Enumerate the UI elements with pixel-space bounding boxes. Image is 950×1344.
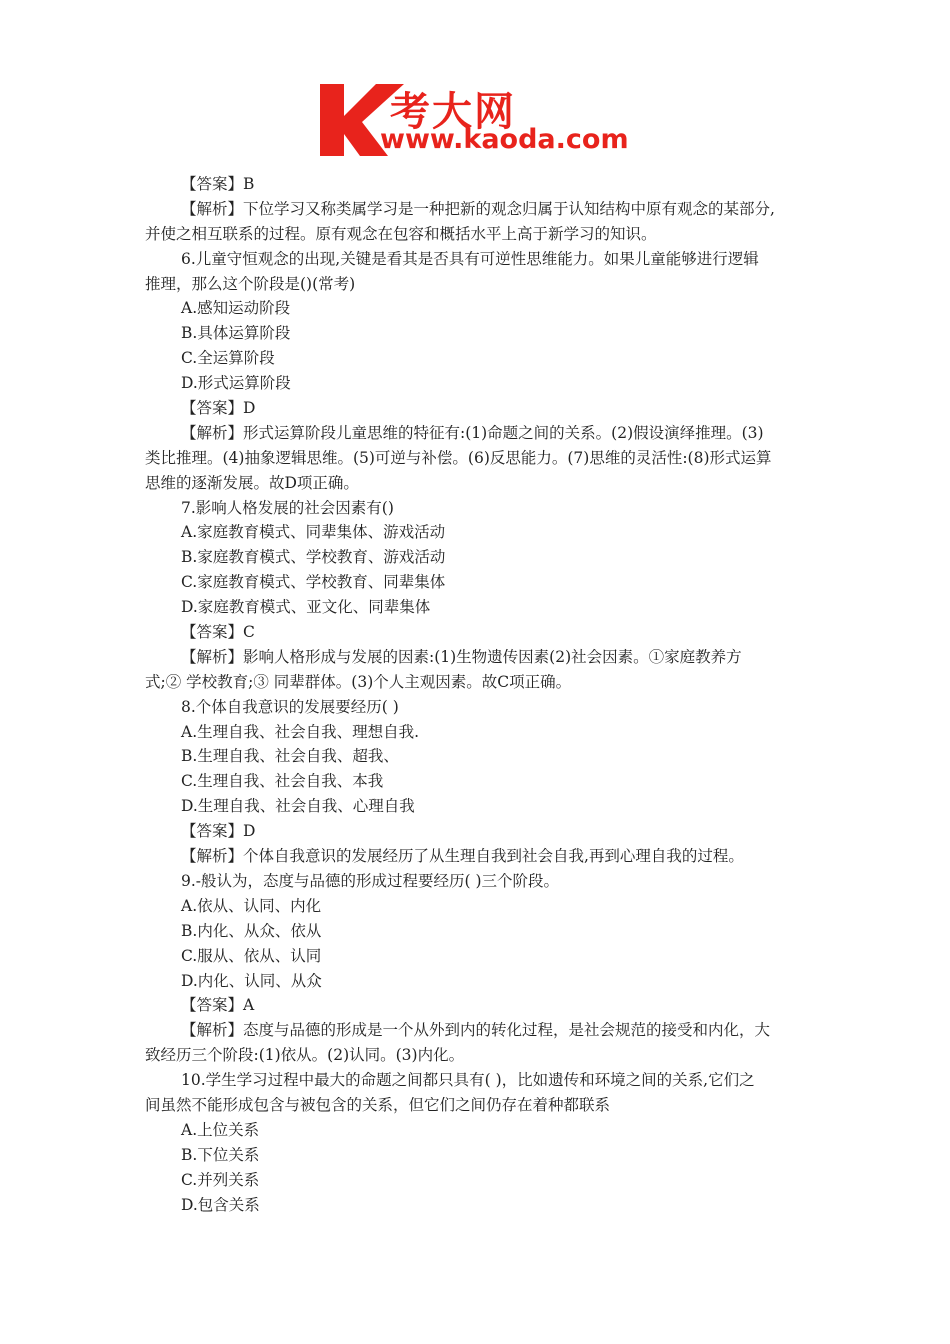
text-line: A.感知运动阶段 bbox=[181, 299, 291, 318]
logo-brand-text: 考大网 bbox=[390, 89, 516, 135]
text-line: 【解析】态度与品德的形成是一个从外到内的转化过程，是社会规范的接受和内化，大 bbox=[181, 1021, 771, 1040]
text-line: C.全运算阶段 bbox=[181, 349, 275, 368]
text-line: A.依从、认同、内化 bbox=[181, 896, 322, 915]
text-line: 推理，那么这个阶段是()(常考) bbox=[145, 274, 356, 293]
text-line: 式;② 学校教育;③ 同辈群体。(3)个人主观因素。故C项正确。 bbox=[145, 672, 572, 691]
text-line: B.生理自我、社会自我、超我、 bbox=[181, 747, 399, 766]
text-line: 8.个体自我意识的发展要经历( ) bbox=[181, 697, 399, 716]
text-line: 思维的逐渐发展。故D项正确。 bbox=[145, 473, 359, 492]
text-line: 【答案】D bbox=[181, 822, 256, 841]
text-line: C.并列关系 bbox=[181, 1170, 260, 1189]
logo-url-text: www.kaoda.com bbox=[380, 124, 629, 155]
text-line: B.具体运算阶段 bbox=[181, 324, 291, 343]
text-line: 【答案】B bbox=[181, 175, 255, 193]
text-line: B.下位关系 bbox=[181, 1145, 260, 1164]
text-line: C.服从、依从、认同 bbox=[181, 946, 322, 965]
text-line: B.家庭教育模式、学校教育、游戏活动 bbox=[181, 548, 446, 567]
text-line: C.家庭教育模式、学校教育、同辈集体 bbox=[181, 573, 446, 592]
text-line: 【答案】D bbox=[181, 399, 256, 418]
document-body bbox=[145, 172, 815, 1217]
text-line: D.家庭教育模式、亚文化、同辈集体 bbox=[181, 598, 431, 617]
text-line: D.生理自我、社会自我、心理自我 bbox=[181, 797, 415, 816]
text-line: 间虽然不能形成包含与被包含的关系，但它们之间仍存在着种都联系 bbox=[145, 1095, 611, 1114]
text-line: 【解析】个体自我意识的发展经历了从生理自我到社会自我,再到心理自我的过程。 bbox=[181, 847, 744, 866]
kaoda-logo bbox=[318, 78, 638, 160]
text-line: 【解析】下位学习又称类属学习是一种把新的观念归属于认知结构中原有观念的某部分, bbox=[181, 199, 775, 218]
text-line: 9.-般认为，态度与品德的形成过程要经历( )三个阶段。 bbox=[181, 871, 560, 890]
text-line: B.内化、从众、依从 bbox=[181, 921, 322, 940]
text-line: A.家庭教育模式、同辈集体、游戏活动 bbox=[181, 523, 446, 542]
text-line: D.形式运算阶段 bbox=[181, 374, 291, 393]
text-line: 7.影响人格发展的社会因素有() bbox=[181, 498, 394, 517]
text-line: D.内化、认同、从众 bbox=[181, 971, 322, 990]
text-line: 【解析】形式运算阶段儿童思维的特征有:(1)命题之间的关系。(2)假设演绎推理。(3) bbox=[181, 423, 764, 442]
text-line: 【解析】影响人格形成与发展的因素:(1)生物遗传因素(2)社会因素。①家庭教养方 bbox=[181, 647, 742, 666]
text-line: 【答案】C bbox=[181, 623, 255, 642]
text-line: 6.儿童守恒观念的出现,关键是看其是否具有可逆性思维能力。如果儿童能够进行逻辑 bbox=[181, 249, 759, 268]
text-line: A.生理自我、社会自我、理想自我. bbox=[181, 722, 420, 741]
text-line: 10.学生学习过程中最大的命题之间都只具有( )，比如遗传和环境之间的关系,它们之 bbox=[181, 1071, 755, 1090]
text-line: 类比推理。(4)抽象逻辑思维。(5)可逆与补偿。(6)反思能力。(7)思维的灵活性:(8)形式运算 bbox=[145, 448, 772, 467]
text-line: 【答案】A bbox=[181, 996, 255, 1015]
text-line: D.包含关系 bbox=[181, 1195, 260, 1214]
text-line: A.上位关系 bbox=[181, 1120, 260, 1139]
text-line: 并使之相互联系的过程。原有观念在包容和概括水平上高于新学习的知识。 bbox=[145, 224, 657, 243]
text-line: 致经历三个阶段:(1)依从。(2)认同。(3)内化。 bbox=[145, 1046, 465, 1065]
text-line: C.生理自我、社会自我、本我 bbox=[181, 772, 384, 791]
